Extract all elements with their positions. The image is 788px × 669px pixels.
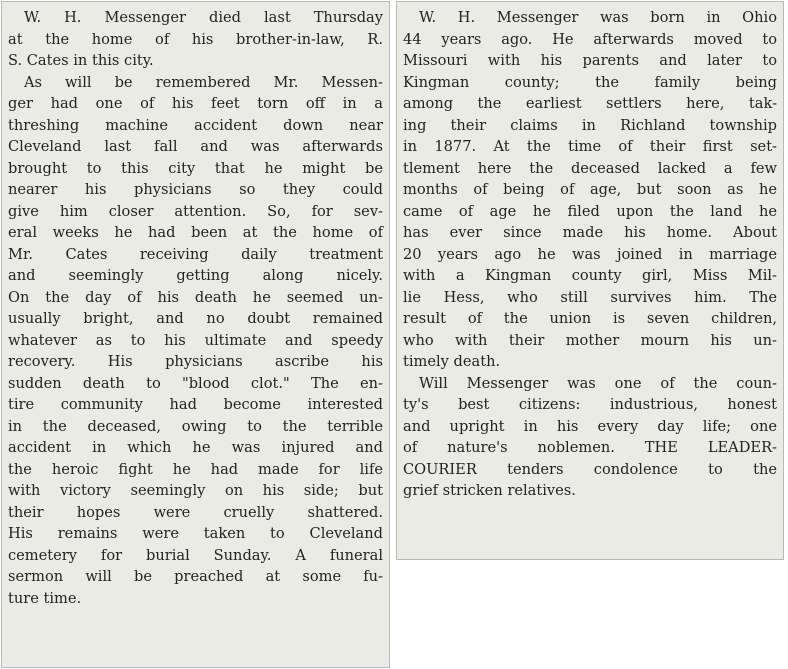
- text-line: timely death.: [403, 353, 501, 370]
- text-line: result of the union is seven children,: [403, 310, 777, 327]
- text-line: sermon will be preached at some fu-: [8, 568, 383, 585]
- text-line: whatever as to his ultimate and speedy: [8, 331, 383, 349]
- text-line: among the earliest settlers here, tak-: [403, 95, 777, 112]
- text-line: W. H. Messenger was born in Ohio: [419, 9, 777, 26]
- text-line: cemetery for burial Sunday. A funeral: [8, 546, 383, 564]
- text-line: of nature's noblemen. THE LEADER-: [403, 439, 777, 456]
- text-line: COURIER tenders condolence to the: [403, 460, 777, 478]
- text-line: months of being of age, but soon as he: [403, 181, 777, 198]
- text-line: and seemingly getting along nicely.: [8, 267, 383, 284]
- text-line: has ever since made his home. About: [403, 224, 777, 241]
- text-line: S. Cates in this city.: [8, 52, 154, 69]
- text-line: in 1877. At the time of their first set-: [403, 138, 777, 155]
- text-line: the heroic fight he had made for life: [8, 460, 383, 478]
- right-column-clipping: [396, 1, 784, 560]
- text-line: As will be remembered Mr. Messen-: [24, 73, 383, 91]
- text-line: recovery. His physicians ascribe his: [8, 353, 383, 370]
- text-line: usually bright, and no doubt remained: [8, 310, 383, 327]
- text-line: W. H. Messenger died last Thursday: [24, 9, 383, 26]
- text-line: eral weeks he had been at the home of: [8, 224, 383, 241]
- text-line: tire community had become interested: [8, 396, 383, 413]
- text-line: and upright in his every day life; one: [403, 417, 777, 435]
- text-line: who with their mother mourn his un-: [403, 331, 777, 349]
- text-line: came of age he filed upon the land he: [403, 202, 777, 220]
- text-line: ger had one of his feet torn off in a: [8, 95, 383, 112]
- text-line: Mr. Cates receiving daily treatment: [8, 245, 383, 263]
- text-line: ty's best citizens: industrious, honest: [403, 396, 777, 413]
- text-line: with a Kingman county girl, Miss Mil-: [403, 267, 777, 284]
- text-line: Cleveland last fall and was afterwards: [8, 138, 383, 155]
- text-line: brought to this city that he might be: [8, 159, 383, 177]
- text-line: 20 years ago he was joined in marriage: [403, 245, 777, 263]
- text-line: ing their claims in Richland township: [403, 116, 777, 134]
- text-line: at the home of his brother-in-law, R.: [8, 30, 383, 48]
- text-line: give him closer attention. So, for sev-: [8, 202, 383, 220]
- text-line: lie Hess, who still survives him. The: [403, 288, 777, 306]
- text-line: tlement here the deceased lacked a few: [403, 159, 777, 177]
- text-line: Kingman county; the family being: [403, 73, 777, 91]
- text-line: His remains were taken to Cleveland: [8, 525, 383, 542]
- text-line: threshing machine accident down near: [8, 116, 383, 134]
- text-line: On the day of his death he seemed un-: [8, 288, 383, 306]
- left-column-clipping: [1, 1, 390, 668]
- text-line: their hopes were cruelly shattered.: [8, 503, 383, 521]
- text-line: nearer his physicians so they could: [8, 181, 383, 198]
- text-line: Will Messenger was one of the coun-: [419, 374, 777, 392]
- text-line: accident in which he was injured and: [8, 439, 383, 456]
- text-line: sudden death to "blood clot." The en-: [8, 374, 383, 392]
- text-line: with victory seemingly on his side; but: [8, 482, 383, 499]
- text-line: in the deceased, owing to the terrible: [8, 417, 383, 435]
- text-line: ture time.: [8, 589, 82, 607]
- text-line: Missouri with his parents and later to: [403, 52, 777, 69]
- text-line: grief stricken relatives.: [403, 482, 576, 499]
- text-line: 44 years ago. He afterwards moved to: [403, 30, 777, 48]
